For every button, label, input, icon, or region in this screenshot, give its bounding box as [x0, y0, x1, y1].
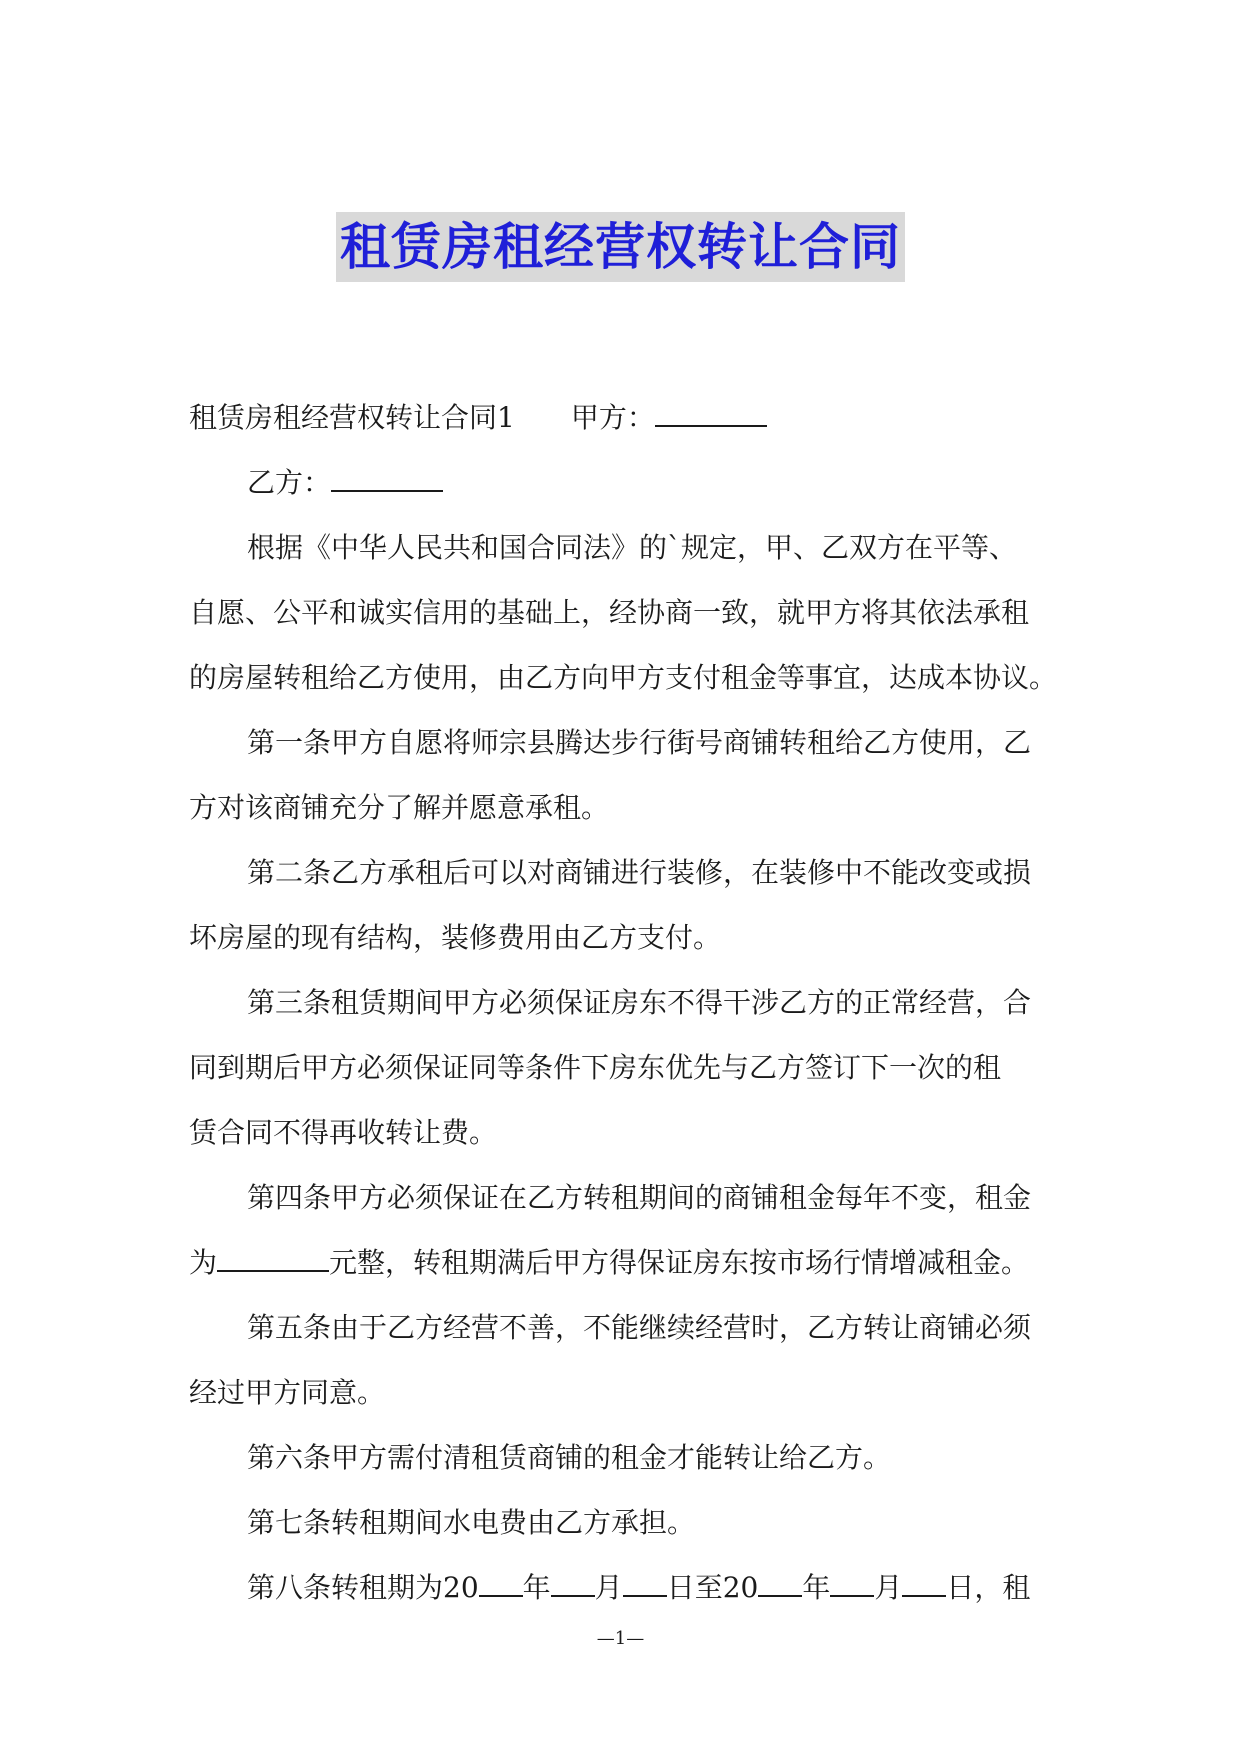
contract-heading: 租赁房租经营权转让合同1	[189, 401, 515, 434]
article-5-line: 第五条由于乙方经营不善，不能继续经营时，乙方转让商铺必须	[247, 1311, 1032, 1344]
article-1-line: 第一条甲方自愿将师宗县腾达步行街号商铺转租给乙方使用，乙	[247, 726, 1032, 759]
rent-prefix: 为	[189, 1246, 218, 1279]
rent-amount-blank	[217, 1244, 329, 1272]
article-2-line: 第二条乙方承租后可以对商铺进行装修，在装修中不能改变或损	[247, 856, 1032, 889]
term-year-1: 20	[443, 1571, 479, 1604]
article-3-line: 赁合同不得再收转让费。	[189, 1116, 498, 1149]
article-4-rent-line	[189, 1230, 1059, 1295]
rent-suffix: 元整，转租期满后甲方得保证房东按市场行情增减租金。	[329, 1246, 1030, 1279]
article-4-line: 第四条甲方必须保证在乙方转租期间的商铺租金每年不变，租金	[247, 1181, 1032, 1214]
term-prefix: 第八条转租期为	[247, 1571, 444, 1604]
day-blank-1	[623, 1569, 667, 1597]
term-tail: 租	[1002, 1571, 1031, 1604]
term-year-2: 20	[722, 1571, 759, 1604]
article-5-line: 经过甲方同意。	[189, 1376, 386, 1409]
party-b-blank	[331, 464, 443, 492]
year-blank-1	[479, 1569, 523, 1597]
heading-line	[189, 385, 1059, 450]
article-6-line: 第六条甲方需付清租赁商铺的租金才能转让给乙方。	[247, 1441, 892, 1474]
day-label-1: 日至	[666, 1571, 723, 1604]
article-7-line: 第七条转租期间水电费由乙方承担。	[247, 1506, 696, 1539]
party-a-blank	[655, 399, 767, 427]
year-label-2: 年	[802, 1571, 831, 1604]
month-blank-1	[551, 1569, 595, 1597]
article-3-line: 同到期后甲方必须保证同等条件下房东优先与乙方签订下一次的租	[189, 1051, 1002, 1084]
party-a-label: 甲方：	[570, 401, 655, 434]
document-body	[189, 385, 1059, 1620]
page-number: —1—	[596, 1628, 645, 1649]
year-blank-2	[758, 1569, 802, 1597]
month-blank-2	[830, 1569, 874, 1597]
month-label-2: 月	[874, 1571, 903, 1604]
day-label-2: 日，	[946, 1571, 1003, 1604]
title-container	[0, 212, 1241, 282]
paragraph-line: 自愿、公平和诚实信用的基础上，经协商一致，就甲方将其依法承租	[189, 596, 1030, 629]
article-2-line: 坏房屋的现有结构，装修费用由乙方支付。	[189, 921, 722, 954]
party-b-label: 乙方：	[247, 466, 332, 499]
year-label-1: 年	[522, 1571, 551, 1604]
paragraph-line: 的房屋转租给乙方使用，由乙方向甲方支付租金等事宜，达成本协议。	[189, 661, 1058, 694]
article-8-line	[189, 1555, 1059, 1620]
month-label-1: 月	[594, 1571, 623, 1604]
article-3-line: 第三条租赁期间甲方必须保证房东不得干涉乙方的正常经营，合	[247, 986, 1032, 1019]
paragraph-line: 根据《中华人民共和国合同法》的`规定，甲、乙双方在平等、	[247, 531, 1018, 564]
article-1-line: 方对该商铺充分了解并愿意承租。	[189, 791, 610, 824]
document-title: 租赁房租经营权转让合同	[336, 212, 905, 282]
day-blank-2	[902, 1569, 946, 1597]
party-b-line	[189, 450, 1059, 515]
